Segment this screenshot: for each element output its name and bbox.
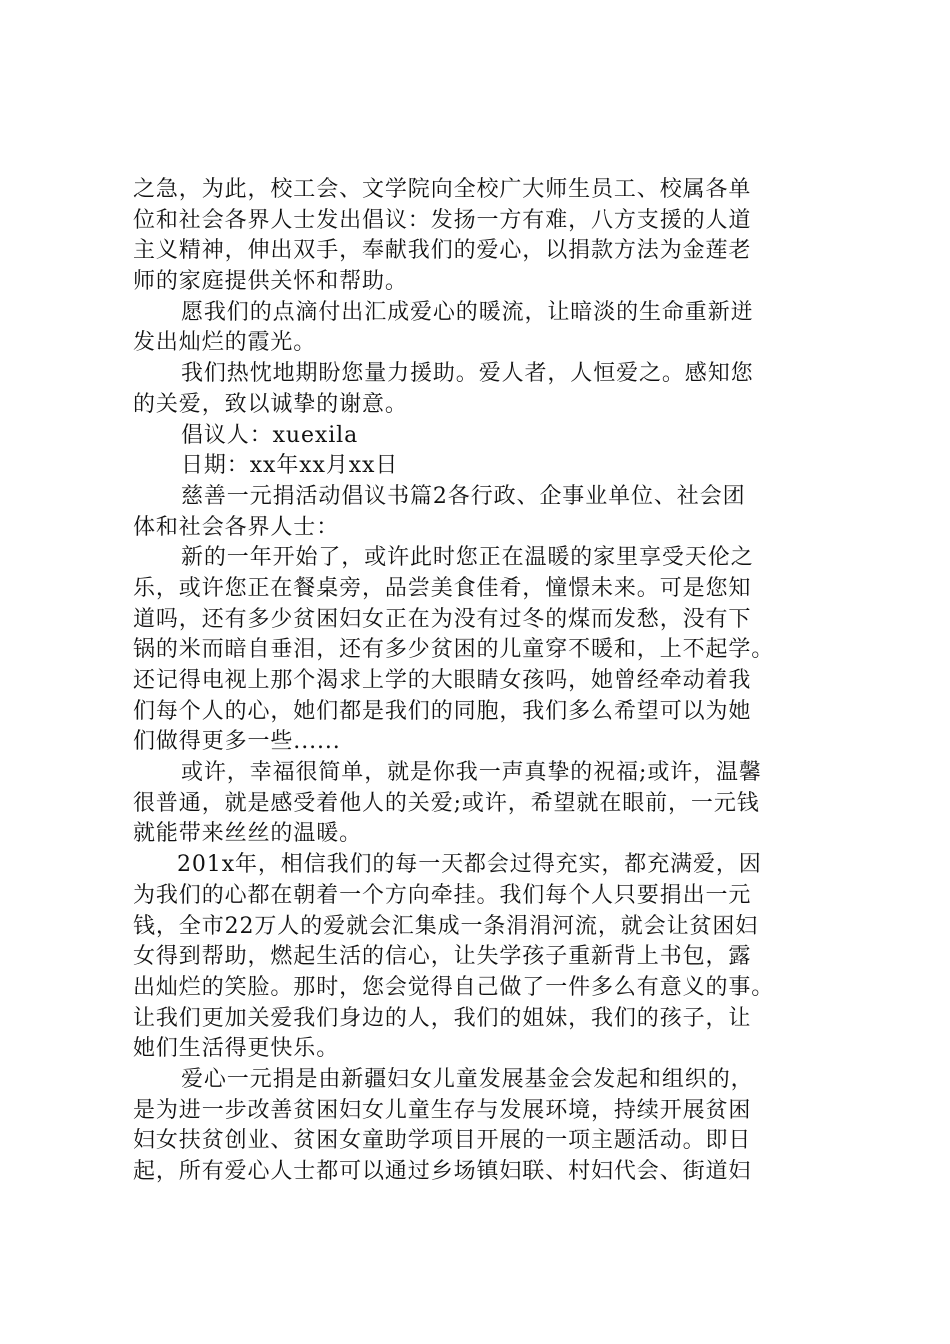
text-line: 妇女扶贫创业、贫困女童助学项目开展的一项主题活动。即日 (133, 1128, 752, 1154)
text-line: 很普通，就是感受着他人的关爱;或许，希望就在眼前，一元钱 (133, 790, 760, 816)
text-line: 主义精神，伸出双手，奉献我们的爱心，以捐款方法为金莲老 (133, 238, 752, 264)
text-line: 是为进一步改善贫困妇女儿童生存与发展环境，持续开展贫困 (133, 1097, 752, 1123)
text-line: 日期：xx年xx月xx日 (181, 453, 399, 479)
text-line: 为我们的心都在朝着一个方向牵挂。我们每个人只要捐出一元 (133, 882, 752, 908)
text-line: 爱心一元捐是由新疆妇女儿童发展基金会发起和组织的， (181, 1066, 754, 1092)
text-line: 201x年，相信我们的每一天都会过得充实，都充满爱，因 (177, 852, 762, 878)
text-line: 位和社会各界人士发出倡议：发扬一方有难，八方支援的人道 (133, 207, 752, 233)
text-line: 钱，全市22万人的爱就会汇集成一条涓涓河流，就会让贫困妇 (133, 913, 759, 939)
text-line: 慈善一元捐活动倡议书篇2各行政、企事业单位、社会团 (181, 483, 746, 509)
text-line: 的关爱，致以诚挚的谢意。 (133, 391, 408, 417)
text-line: 们每个人的心，她们都是我们的同胞，我们多么希望可以为她 (133, 698, 752, 724)
text-line: 还记得电视上那个渴求上学的大眼睛女孩吗，她曾经牵动着我 (133, 668, 752, 693)
text-line: 她们生活得更快乐。 (133, 1036, 340, 1062)
text-line: 或许，幸福很简单，就是你我一声真挚的祝福;或许，温馨 (181, 760, 762, 786)
text-line: 道吗，还有多少贫困妇女正在为没有过冬的煤而发愁，没有下 (133, 606, 752, 632)
text-line: 锅的米而暗自垂泪，还有多少贫困的儿童穿不暖和，上不起学。 (133, 637, 775, 663)
text-line: 乐，或许您正在餐桌旁，品尝美食佳肴，憧憬未来。可是您知 (133, 575, 752, 601)
text-line: 让我们更加关爱我们身边的人，我们的姐妹，我们的孩子，让 (133, 1005, 752, 1031)
text-line: 们做得更多一些...... (133, 729, 341, 755)
text-line: 女得到帮助，燃起生活的信心，让失学孩子重新背上书包，露 (133, 944, 752, 970)
text-line: 之急，为此，校工会、文学院向全校广大师生员工、校属各单 (133, 177, 752, 202)
text-line: 出灿烂的笑脸。那时，您会觉得自己做了一件多么有意义的事。 (133, 974, 775, 1000)
text-line: 起，所有爱心人士都可以通过乡场镇妇联、村妇代会、街道妇 (133, 1159, 752, 1184)
text-line: 我们热忱地期盼您量力援助。爱人者，人恒爱之。感知您 (181, 361, 754, 387)
text-line: 体和社会各界人士： (133, 514, 340, 540)
text-line: 就能带来丝丝的温暖。 (133, 821, 363, 847)
document-body (133, 175, 833, 1188)
text-line: 发出灿烂的霞光。 (133, 330, 317, 356)
text-line: 倡议人：xuexila (181, 422, 359, 448)
text-line: 师的家庭提供关怀和帮助。 (133, 269, 408, 295)
text-line: 愿我们的点滴付出汇成爱心的暖流，让暗淡的生命重新迸 (181, 299, 754, 325)
text-line: 新的一年开始了，或许此时您正在温暖的家里享受天伦之 (181, 545, 754, 571)
